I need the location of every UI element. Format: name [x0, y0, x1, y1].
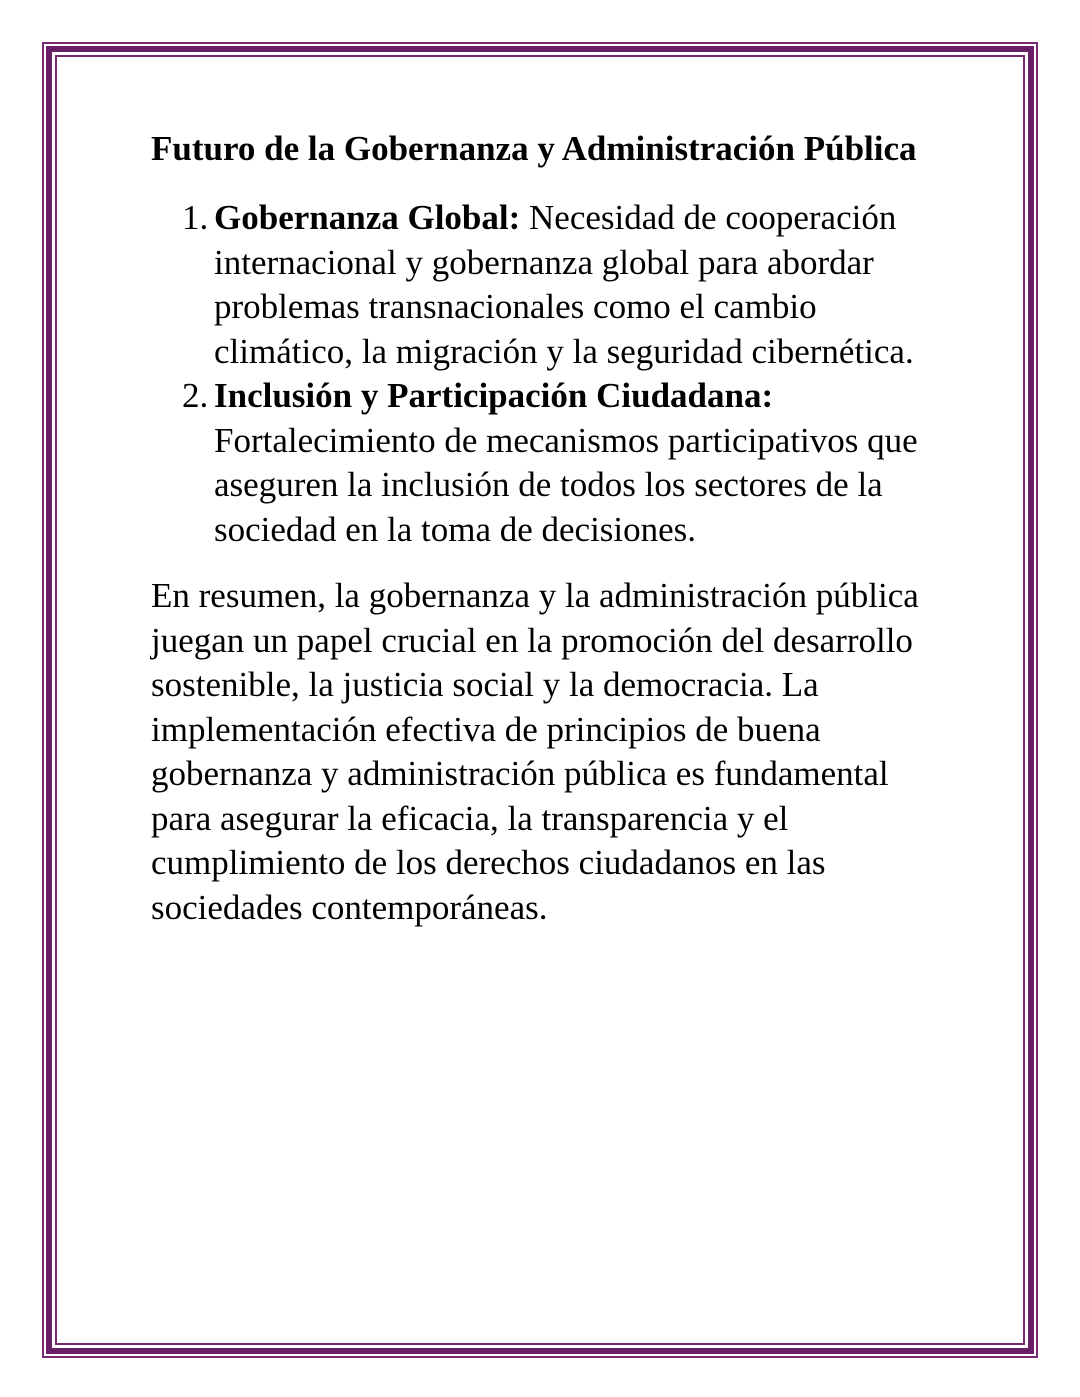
list-item — [151, 374, 951, 552]
list-item-text: Necesidad de cooperación internacional y gobernanza global para abordar problemas transnacionales como el cambio climático, la migración y la seguridad cibernética. — [214, 198, 914, 371]
points-list — [151, 196, 951, 552]
list-item-heading: Inclusión y Participación Ciudadana: — [214, 376, 774, 415]
list-number: 2. — [182, 376, 209, 415]
page-content — [151, 127, 951, 930]
list-item — [151, 196, 951, 374]
list-item-heading: Gobernanza Global: — [214, 198, 530, 237]
list-item-text: Fortalecimiento de mecanismos participativos que aseguren la inclusión de todos los sectores de la sociedad en la toma de decisiones. — [214, 420, 918, 549]
section-title: Futuro de la Gobernanza y Administración Pública — [151, 129, 917, 168]
summary-paragraph: En resumen, la gobernanza y la administración pública juegan un papel crucial en la promoción del desarrollo sostenible, la justicia social y la democracia. La implementación efectiva de principios de buena gobernanza y administración pública es fundamental para asegurar la eficacia, la transparencia y el cumplimiento de los derechos ciudadanos en las sociedades contemporáneas. — [151, 576, 919, 927]
list-number: 1. — [182, 198, 209, 237]
